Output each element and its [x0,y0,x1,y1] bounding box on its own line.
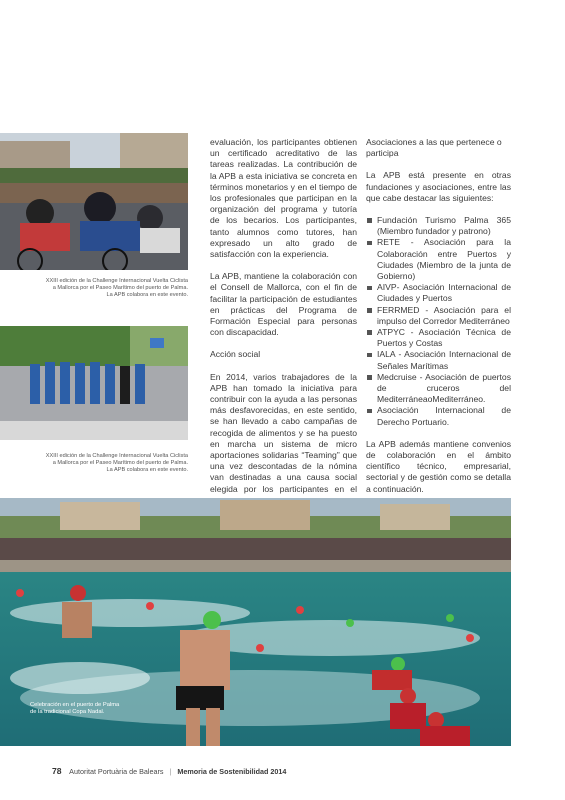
asociaciones-intro: La APB está presente en otras fundaciones y asociaciones, entre las que cabe destacar las siguientes: [366,170,511,203]
list-item: RETE - Asociación para la Colaboración entre Puertos y Ciudades (Miembro de la junta de Gobierno) [366,237,511,282]
swimmers-caption: Celebración en el puerto de Palma de la tradicional Copa Nadal. [30,702,120,716]
middle-paragraph-2: La APB, mantiene la colaboración con el Consell de Mallorca, con el fin de facilitar la participación de estudiantes en prácticas del Programa de Formación Especial para personas con discapacidad. [210,271,357,338]
list-item: AIVP- Asociación Internacional de Ciudades y Puertos [366,282,511,304]
middle-paragraph-3: En 2014, varios trabajadores de la APB han tomado la iniciativa para contribuir con la ayuda a las personas más desfavorecidas, en este sentido, se han llevado a cabo campañas de recogida de alimentos y se ha puesto en marcha un sistema de micro aportaciones solidarias “Teaming” que una vez descontadas de la nómina van destinadas a una causa social elegida por los participantes en el [210,371,357,494]
list-item: ATPYC - Asociación Técnica de Puertos y Costas [366,327,511,349]
list-item: FERRMED - Asociación para el impulso del Corredor Mediterráneo [366,305,511,327]
list-item: Medcruise - Asociación de puertos de cruceros del MediterráneaoMediterráneo. [366,372,511,406]
asociaciones-closing: La APB además mantiene convenios de colaboración en el ámbito científico técnico, empresarial, sectorial y de gestión como se detalla a continuación. [366,438,511,494]
cycling-race-photo [0,133,188,270]
cyclists-group-photo [0,326,188,440]
cyclists-group-caption: XXIII edición de la Challenge Internacional Vuelta Ciclista a Mallorca por el Paseo Marítimo del puerto de Palma. La APB colabora en este evento. [45,453,188,474]
asociaciones-list [366,215,511,428]
accion-social-heading: Acción social [210,349,261,360]
list-item: Asociación Internacional de Derecho Portuario. [366,405,511,427]
middle-text-column [210,137,357,506]
list-item: IALA - Asociación Internacional de Señales Marítimas [366,349,511,371]
footer-report-title: Memoria de Sostenibilidad 2014 [177,767,287,776]
asociaciones-heading: Asociaciones a las que pertenece o participa [366,137,502,159]
footer-organization: Autoritat Portuària de Balears [69,767,164,776]
list-item: Fundación Turismo Palma 365 (Miembro fundador y patrono) [366,215,511,237]
middle-paragraph-1: evaluación, los participantes obtienen un certificado acreditativo de las tareas realizadas. La contribución de la APB a esta iniciativa se concreta en términos monetarios y en el tiempo de los profesionales que participan en la organización del programa y tutoría de los becarios. Los participantes, tanto alumnos como tutores, han expresado un alto grado de satisfacción con la experiencia. [210,137,357,260]
cycling-race-caption: XXIII edición de la Challenge Internacional Vuelta Ciclista a Mallorca por el Paseo Marítimo del puerto de Palma. La APB colabora en este evento. [45,278,188,299]
footer-separator: | [169,767,172,776]
page-number: 78 [52,766,62,776]
right-text-column [366,137,511,495]
page-footer [52,766,286,776]
